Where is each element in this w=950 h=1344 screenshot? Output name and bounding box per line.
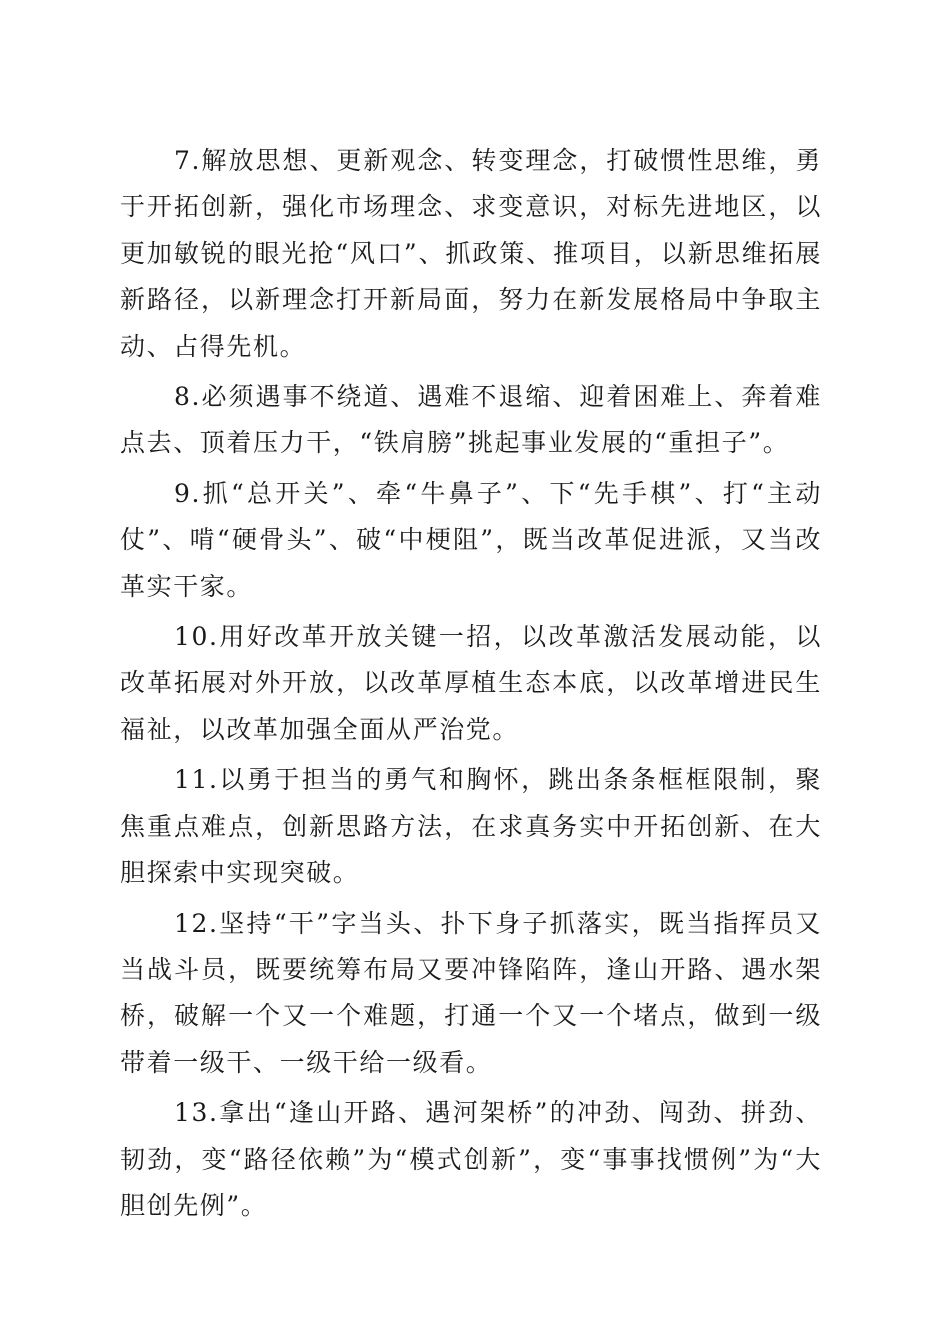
paragraph-13: 13.拿出“逢山开路、遇河架桥”的冲劲、闯劲、拼劲、韧劲，变“路径依赖”为“模式创新”，变“事事找惯例”为“大胆创先例”。 <box>120 1098 822 1220</box>
paragraph-11: 11.以勇于担当的勇气和胸怀，跳出条条框框限制，聚焦重点难点，创新思路方法，在求真务实中开拓创新、在大胆探索中实现突破。 <box>120 765 822 888</box>
paragraph-10: 10.用好改革开放关键一招，以改革激活发展动能，以改革拓展对外开放，以改革厚植生态本底，以改革增进民生福祉，以改革加强全面从严治党。 <box>120 622 822 744</box>
paragraph-8: 8.必须遇事不绕道、遇难不退缩、迎着困难上、奔着难点去、顶着压力干，“铁肩膀”挑起事业发展的“重担子”。 <box>120 382 822 458</box>
paragraph-12: 12.坚持“干”字当头、扑下身子抓落实，既当指挥员又当战斗员，既要统筹布局又要冲锋陷阵，逢山开路、遇水架桥，破解一个又一个难题，打通一个又一个堵点，做到一级带着一级干、一级干给一级看。 <box>120 908 822 1077</box>
paragraph-9: 9.抓“总开关”、牵“牛鼻子”、下“先手棋”、打“主动仗”、啃“硬骨头”、破“中梗阻”，既当改革促进派，又当改革实干家。 <box>120 478 822 601</box>
document-body <box>120 138 822 1233</box>
paragraph-7: 7.解放思想、更新观念、转变理念，打破惯性思维，勇于开拓创新，强化市场理念、求变意识，对标先进地区，以更加敏锐的眼光抢“风口”、抓政策、推项目，以新思维拓展新路径，以新理念打开新局面，努力在新发展格局中争取主动、占得先机。 <box>120 146 822 361</box>
